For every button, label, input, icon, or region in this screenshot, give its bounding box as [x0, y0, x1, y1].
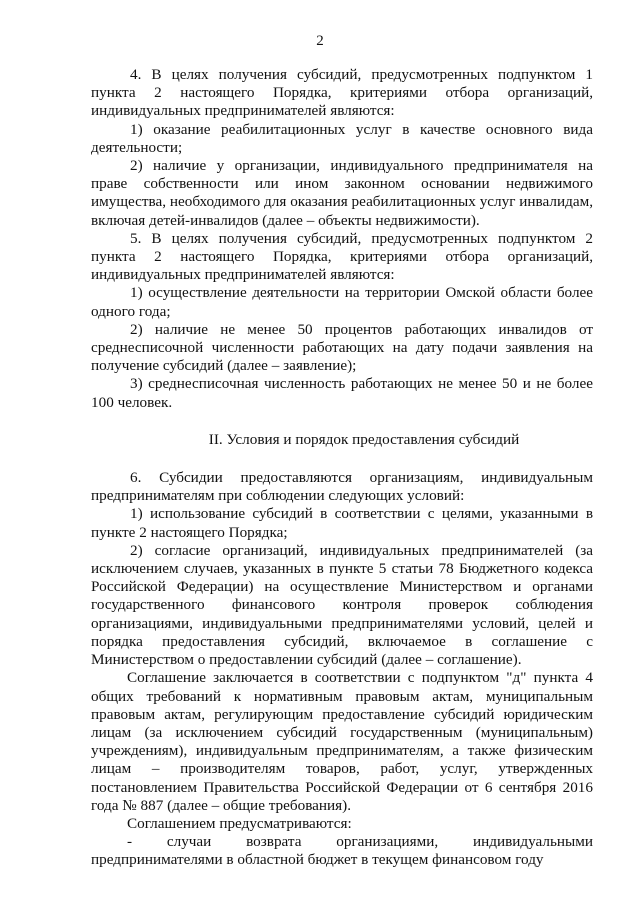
paragraph-4-item-1: 1) оказание реабилитационных услуг в качестве основного вида деятельности;	[91, 120, 593, 156]
paragraph-4: 4. В целях получения субсидий, предусмотренных подпунктом 1 пункта 2 настоящего Порядка, критериями отбора организаций, индивидуальных предпринимателей являются:	[91, 66, 593, 120]
section-heading: II. Условия и порядок предоставления субсидий	[208, 430, 520, 448]
page-number: 2	[316, 33, 324, 49]
paragraph-6-item-1: 1) использование субсидий в соответствии с целями, указанными в пункте 2 настоящего Порядка;	[91, 505, 593, 541]
paragraph-5: 5. В целях получения субсидий, предусмотренных подпунктом 2 пункта 2 настоящего Порядка, критериями отбора организаций, индивидуальных предпринимателей являются:	[91, 229, 593, 284]
paragraph-5-item-1: 1) осуществление деятельности на территории Омской области более одного года;	[91, 284, 593, 320]
agreement-paragraph: Соглашение заключается в соответствии с подпунктом "д" пункта 4 общих требований к нормативным правовым актам, муниципальным правовым актам, регулирующим предоставление субсидий юридическим лицам (за исключением субсидий государственным (муниципальным) учреждениям), индивидуальным предпринимателям, а также физическим лицам – производителям товаров, работ, услуг, утвержденных постановлением Правительства Российской Федерации от 6 сентября 2016 года № 887 (далее – общие требования).	[91, 669, 593, 814]
agreement-provision-return: - случаи возврата организациями, индивидуальными предпринимателями в областной бюджет в текущем финансовом году	[91, 833, 593, 869]
agreement-provisions-intro: Соглашением предусматриваются:	[127, 814, 352, 832]
document-body	[91, 66, 593, 870]
paragraph-5-item-3: 3) среднесписочная численность работающих не менее 50 и не более 100 человек.	[91, 375, 593, 411]
paragraph-6: 6. Субсидии предоставляются организациям, индивидуальным предпринимателям при соблюдении следующих условий:	[91, 469, 593, 505]
paragraph-6-item-2: 2) согласие организаций, индивидуальных предпринимателей (за исключением случаев, указанных в пункте 5 статьи 78 Бюджетного кодекса Российской Федерации) на осуществление Министерством и органами государственного финансового контроля проверок соблюдения организациями, индивидуальными предпринимателями условий, целей и порядка предоставления субсидий, включаемое в соглашение с Министерством о предоставлении субсидий (далее – соглашение).	[91, 541, 593, 669]
paragraph-4-item-2: 2) наличие у организации, индивидуального предпринимателя на праве собственности или ином законном основании недвижимого имущества, необходимого для оказания реабилитационных услуг инвалидам, включая детей-инвалидов (далее – объекты недвижимости).	[91, 157, 593, 229]
paragraph-5-item-2: 2) наличие не менее 50 процентов работающих инвалидов от среднесписочной численности работающих на дату подачи заявления на получение субсидий (далее – заявление);	[91, 320, 593, 375]
